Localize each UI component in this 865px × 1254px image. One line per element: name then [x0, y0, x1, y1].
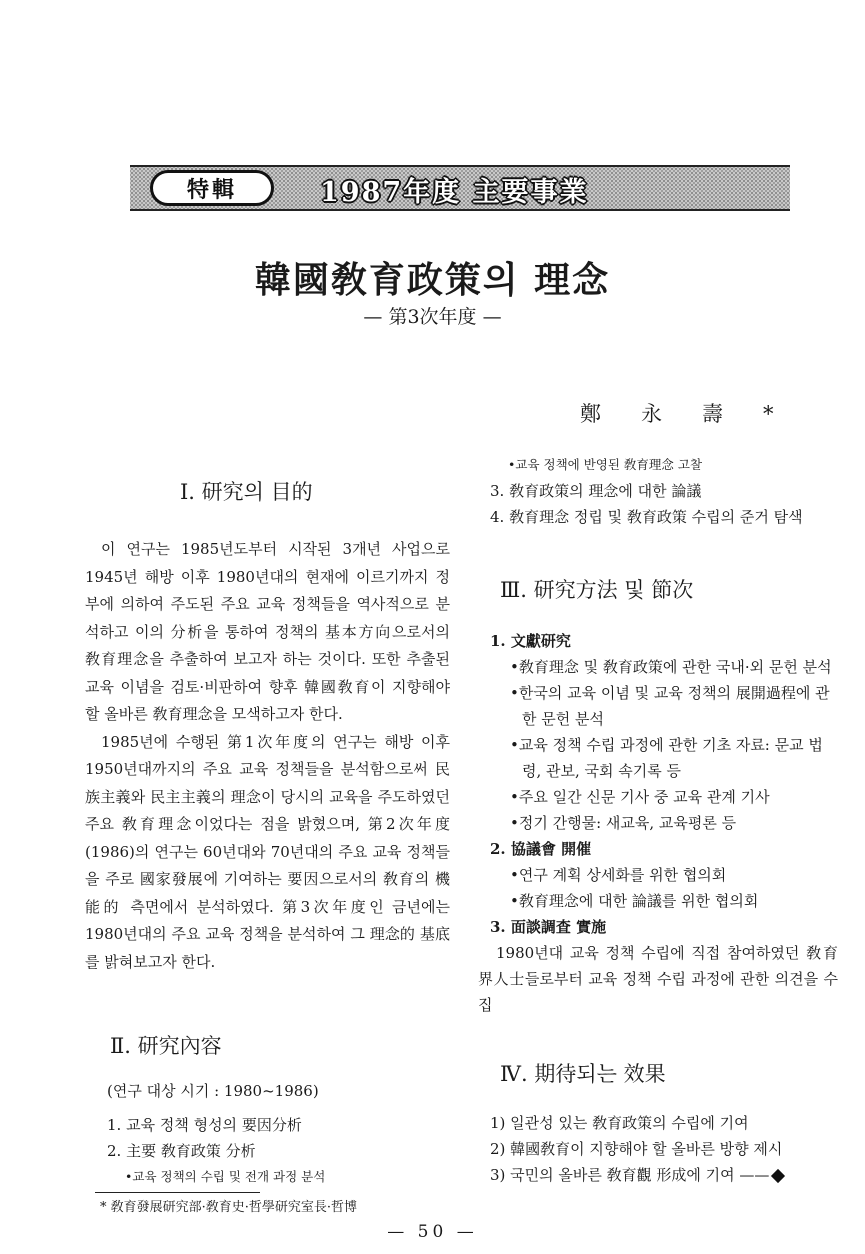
- effect-1: 1) 일관성 있는 敎育政策의 수립에 기여: [490, 1114, 749, 1132]
- method-1-d: •주요 일간 신문 기사 중 교육 관계 기사: [510, 788, 770, 806]
- content-item-3: 3. 敎育政策의 理念에 대한 論議: [490, 482, 702, 500]
- effect-2: 2) 韓國敎育이 지향해야 할 올바른 방향 제시: [490, 1140, 783, 1158]
- method-2: 2. 協議會 開催: [490, 840, 592, 858]
- effect-3-row: [478, 1162, 838, 1188]
- content-item-1: 1. 교육 정책 형성의 要因分析: [107, 1116, 302, 1134]
- method-1-e: •정기 간행물: 새교육, 교육평론 등: [510, 814, 737, 832]
- banner-title: 1987年度 主要事業: [320, 177, 589, 208]
- article-subtitle: — 第3次年度 —: [363, 306, 502, 328]
- method-2-a: •연구 계획 상세화를 위한 협의회: [510, 866, 727, 884]
- effects-list: [478, 1110, 838, 1188]
- content-item-2: 2. 主要 敎育政策 分析: [107, 1142, 256, 1160]
- method-list: [478, 628, 838, 1018]
- section-3-heading: Ⅲ. 研究方法 및 節次: [500, 578, 694, 602]
- purpose-paragraph-1: 이 연구는 1985년도부터 시작된 3개년 사업으로 1945년 해방 이후 1980년대의 현재에 이르기까지 정부에 의하여 주도된 주요 교육 정책들을 역사적으로 분석하고 이의 分析을 통하여 정책의 基本方向으로서의 敎育理念을 추출하여 보고자 하는 것이다. 또한 추출된 교육 이념을 검토·비판하여 향후 韓國敎育이 지향해야 할 올바른 敎育理念을 모색하고자 한다.: [85, 540, 450, 723]
- feature-banner: [130, 165, 790, 211]
- effect-3: 3) 국민의 올바른 敎育觀 形成에 기여 ——: [490, 1166, 770, 1184]
- section-3: [478, 574, 838, 604]
- method-1-a: •敎育理念 및 敎育政策에 관한 국내·외 문헌 분석: [510, 658, 832, 676]
- section-2: [85, 1030, 450, 1060]
- end-mark-icon: [771, 1169, 785, 1183]
- study-period: (연구 대상 시기 : 1980~1986): [107, 1082, 319, 1100]
- author: 鄭永壽*: [580, 402, 814, 426]
- section-4: [478, 1058, 838, 1088]
- purpose-paragraphs: [85, 536, 450, 976]
- article-title: 韓國敎育政策의 理念: [254, 259, 611, 301]
- content-item-4: 4. 敎育理念 정립 및 敎育政策 수립의 준거 탐색: [490, 508, 803, 526]
- feature-tag-label: 特輯: [186, 176, 237, 203]
- method-3: 3. 面談調査 實施: [490, 918, 607, 936]
- content-item-2-sub-2: •교육 정책에 반영된 敎育理念 고찰: [508, 457, 703, 472]
- left-column: [85, 476, 450, 506]
- method-1: 1. 文獻研究: [490, 632, 571, 650]
- content-item-2-sub: •교육 정책의 수립 및 전개 과정 분석: [125, 1169, 326, 1184]
- footnote: * 敎育發展研究部·敎育史·哲學研究室長·哲博: [100, 1200, 358, 1215]
- method-3-text: 1980년대 교육 정책 수립에 직접 참여하였던 敎育界人士들로부터 교육 정책 수립 과정에 관한 의견을 수집: [478, 944, 838, 1014]
- method-2-b: •敎育理念에 대한 論議를 위한 협의회: [510, 892, 759, 910]
- section-4-heading: Ⅳ. 期待되는 效果: [500, 1062, 666, 1086]
- section-1-heading: Ⅰ. 研究의 目的: [180, 480, 313, 504]
- method-1-b: •한국의 교육 이념 및 교육 정책의 展開過程에 관한 문헌 분석: [510, 684, 830, 728]
- method-1-c: •교육 정책 수립 과정에 관한 기초 자료: 문교 법령, 관보, 국회 속기록 등: [510, 736, 823, 780]
- feature-tag: [150, 170, 274, 206]
- section-2-heading: Ⅱ. 研究內容: [110, 1034, 222, 1058]
- right-column-top: [478, 452, 838, 530]
- page-number: — 50 —: [387, 1222, 478, 1242]
- purpose-paragraph-2: 1985년에 수행된 第1次年度의 연구는 해방 이후 1950년대까지의 주요 교육 정책들을 분석함으로써 民族主義와 民主主義의 理念이 당시의 교육을 주도하였던 주요 敎育理念이었다는 점을 밝혔으며, 第2次年度(1986)의 연구는 60년대와 70년대의 주요 교육 정책들을 주로 國家發展에 기여하는 要因으로서의 敎育의 機能的 측면에서 분석하였다. 第3次年度인 금년에는 1980년대의 주요 교육 정책을 분석하여 그 理念的 基底를 밝혀보고자 한다.: [85, 732, 450, 971]
- footnote-rule: [95, 1192, 260, 1193]
- section-2-list: [85, 1078, 450, 1190]
